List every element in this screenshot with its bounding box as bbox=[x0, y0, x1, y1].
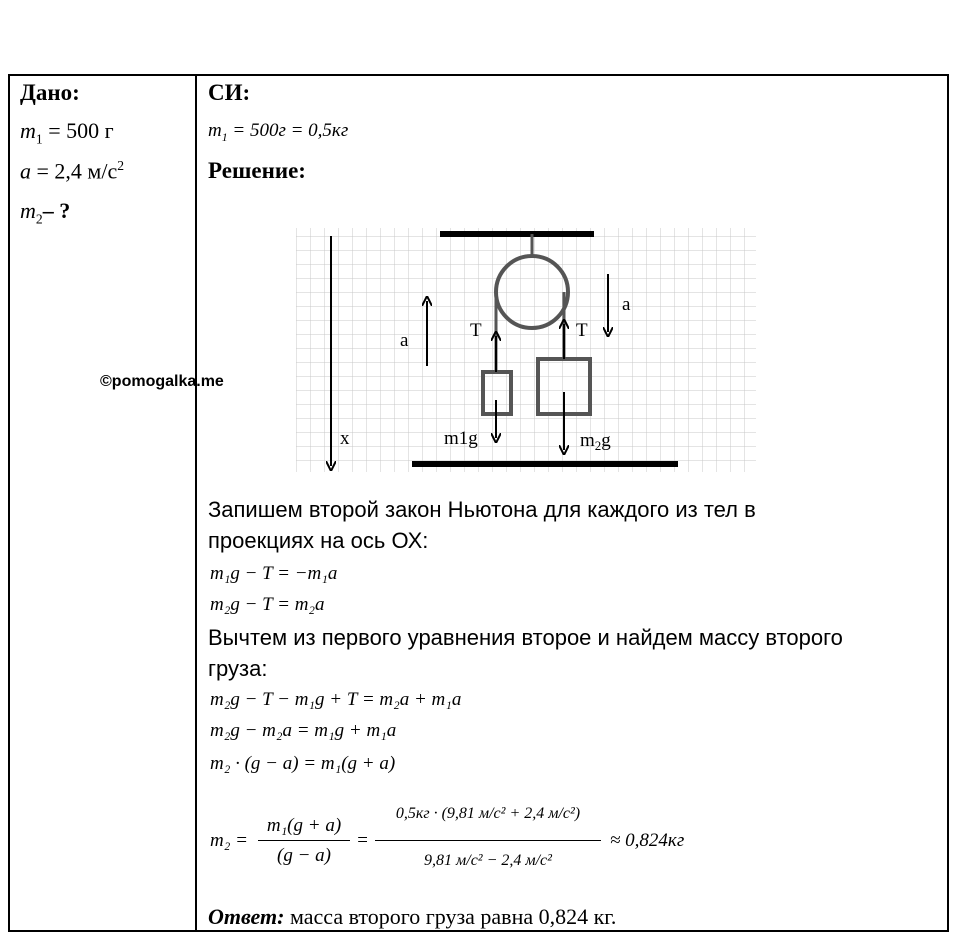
answer-text: масса второго груза равна 0,824 кг. bbox=[284, 904, 617, 929]
si-header: СИ: bbox=[208, 80, 251, 105]
label-T-right: T bbox=[576, 320, 588, 341]
label-m1g: m1g bbox=[444, 428, 478, 449]
label-a-left: a bbox=[400, 330, 409, 351]
given-a: a = 2,4 $м/с^2$ bbox=[20, 158, 125, 184]
solution-header: Решение: bbox=[208, 158, 306, 183]
given-m2-unknown: $m_2-$ ? bbox=[20, 198, 71, 227]
answer-label: Ответ: bbox=[208, 904, 285, 929]
pulley-diagram bbox=[296, 222, 756, 484]
grid-background bbox=[296, 228, 756, 472]
label-x: x bbox=[340, 428, 350, 449]
solution-text-4: груза: bbox=[208, 656, 268, 681]
label-a-right: a bbox=[622, 294, 631, 315]
equation-2: m₂g − T = m₂a bbox=[210, 594, 325, 615]
equation-1: m₁g − T = −m₁a bbox=[210, 563, 338, 584]
solution-text-2: проекциях на ось ОХ: bbox=[208, 528, 429, 553]
column-divider bbox=[195, 74, 197, 932]
fraction-1-denominator: (g − a) bbox=[277, 845, 331, 866]
solution-text-1: Запишем второй закон Ньютона для каждого из тел в bbox=[208, 497, 756, 522]
fraction-1-bar bbox=[258, 840, 350, 841]
fraction-2-denominator: 9,81 м/c² − 2,4 м/c² bbox=[424, 852, 552, 869]
solution-text-3: Вычтем из первого уравнения второе и найдем массу второго bbox=[208, 625, 843, 650]
given-header: Дано: bbox=[20, 80, 80, 105]
si-conversion: $m_1 = 500г = 0,5кг$ bbox=[208, 120, 349, 144]
fraction-2-bar bbox=[375, 840, 601, 841]
equation-6-eq-sign: = bbox=[356, 830, 369, 851]
equation-5: m₂ · (g − a) = m₁(g + a) bbox=[210, 753, 396, 774]
given-m1: $m_1 = 500$ г bbox=[20, 118, 114, 147]
equation-3: m₂g − T − m₁g + T = m₂a + m₁a bbox=[210, 689, 462, 710]
watermark: ©pomogalka.me bbox=[100, 373, 224, 390]
label-T-left: T bbox=[470, 320, 482, 341]
fraction-2-numerator: 0,5кг · (9,81 м/c² + 2,4 м/c²) bbox=[395, 805, 581, 822]
equation-4: m₂g − m₂a = m₁g + m₁a bbox=[210, 720, 397, 741]
equation-6-result: ≈ 0,824кг bbox=[610, 830, 685, 851]
equation-6-lhs: m₂ = bbox=[210, 830, 248, 851]
fraction-1-numerator: m₁(g + a) bbox=[266, 815, 342, 836]
answer bbox=[208, 904, 616, 930]
label-m2g: $m_2g$ bbox=[580, 430, 611, 453]
